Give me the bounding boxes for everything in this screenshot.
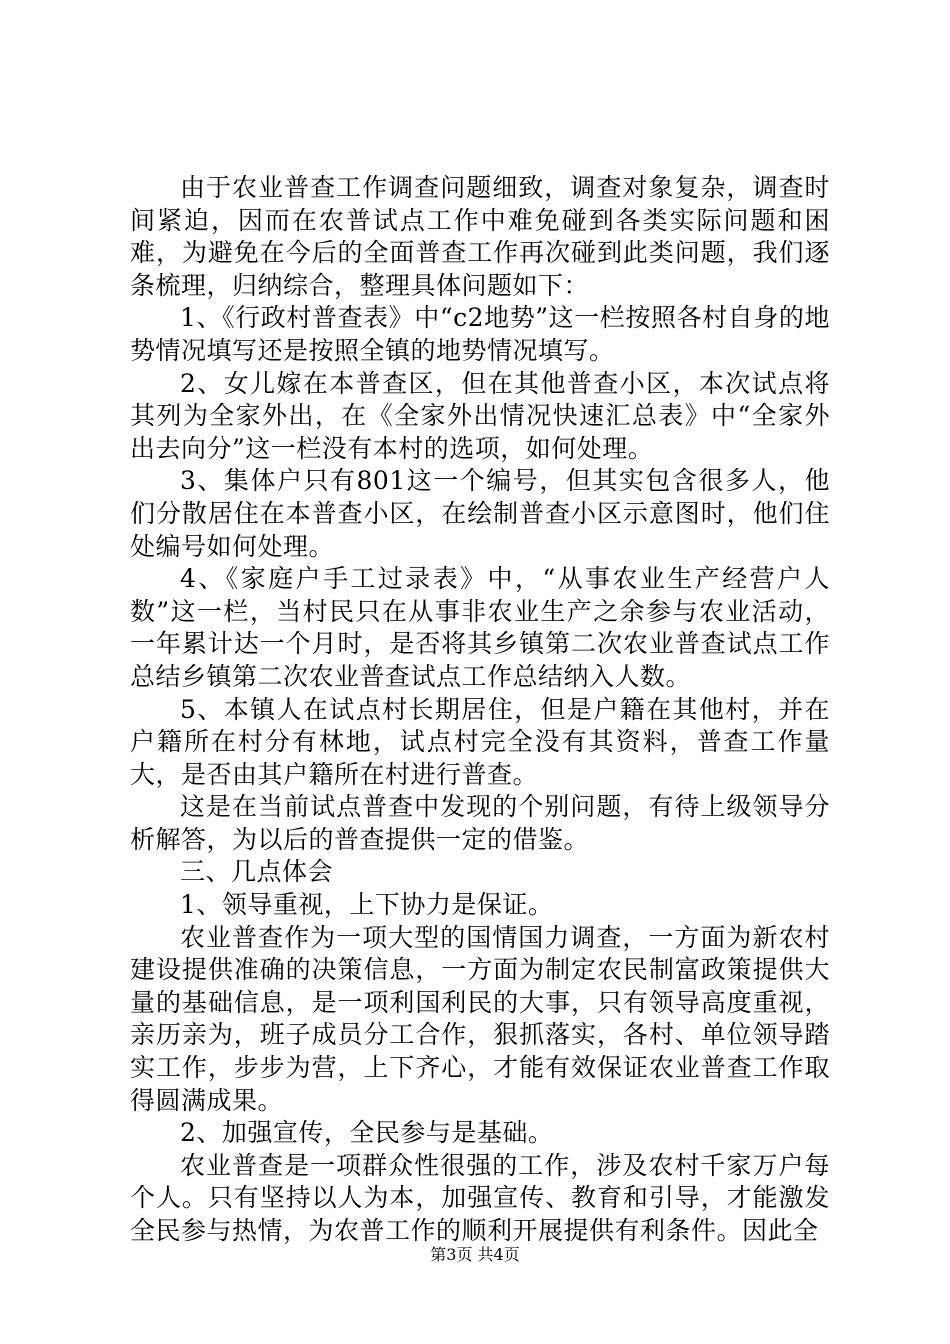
paragraph-leadership: 农业普查作为一项大型的国情国力调查，一方面为新农村建设提供准确的决策信息，一方面为制定农民制富政策提供大量的基础信息，是一项利国利民的大事，只有领导高度重视，亲历亲为，班子成员分工合作，狠抓落实，各村、单位领导踏实工作，步步为营，上下齐心，才能有效保证农业普查工作取得圆满成果。 — [130, 922, 830, 1115]
page-number-footer: 第3页 共4页 — [430, 1245, 520, 1264]
section-heading: 三、几点体会 — [180, 857, 334, 887]
paragraph-question-4: 4、《家庭户手工过录表》中，“从事农业生产经营户人数”这一栏，当村民只在从事非农业生产之余参与农业活动，一年累计达一个月时，是否将其乡镇第二次农业普查试点工作总结乡镇第二次农业普查试点工作总结纳入人数。 — [130, 564, 830, 691]
paragraph-question-2: 2、女儿嫁在本普查区，但在其他普查小区，本次试点将其列为全家外出，在《全家外出情况快速汇总表》中“全家外出去向分”这一栏没有本村的选项，如何处理。 — [130, 368, 830, 463]
document-body — [130, 172, 830, 1248]
paragraph-intro: 由于农业普查工作调查问题细致，调查对象复杂，调查时间紧迫，因而在农普试点工作中难免碰到各类实际问题和困难，为避免在今后的全面普查工作再次碰到此类问题，我们逐条梳理，归纳综合，整理具体问题如下： — [130, 173, 830, 300]
subheading-2: 2、加强宣传，全民参与是基础。 — [180, 1118, 554, 1148]
subheading-1: 1、领导重视，上下协力是保证。 — [180, 890, 554, 920]
paragraph-question-1: 1、《行政村普查表》中“c2地势”这一栏按照各村自身的地势情况填写还是按照全镇的地势情况填写。 — [130, 303, 830, 365]
paragraph-summary: 这是在当前试点普查中发现的个别问题，有待上级领导分析解答，为以后的普查提供一定的借鉴。 — [130, 792, 830, 854]
paragraph-question-5: 5、本镇人在试点村长期居住，但是户籍在其他村，并在户籍所在村分有林地，试点村完全没有其资料，普查工作量大，是否由其户籍所在村进行普查。 — [130, 694, 830, 789]
paragraph-question-3: 3、集体户只有801这一个编号，但其实包含很多人，他们分散居住在本普查小区，在绘制普查小区示意图时，他们住处编号如何处理。 — [130, 466, 830, 561]
paragraph-publicity: 农业普查是一项群众性很强的工作，涉及农村千家万户每个人。只有坚持以人为本，加强宣传、教育和引导，才能激发全民参与热情，为农普工作的顺利开展提供有利条件。因此全 — [130, 1150, 830, 1245]
